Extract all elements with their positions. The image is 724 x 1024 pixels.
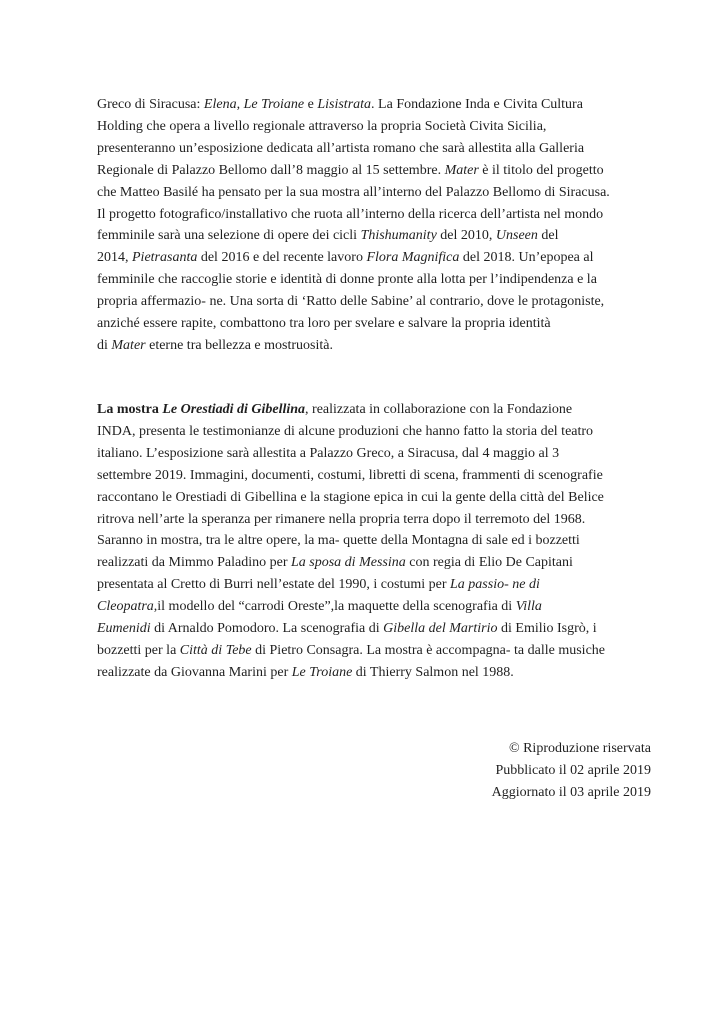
text-line: femminile sarà una selezione di opere dei cicli Thishumanity del 2010, Unseen del [97,228,559,244]
updated-date: Aggiornato il 03 aprile 2019 [491,784,651,800]
text-line: raccontano le Orestiadi di Gibellina e la stagione epica in cui la gente della città del Belice [97,489,604,505]
text-line: Regionale di Palazzo Bellomo dall’8 maggio al 15 settembre. Mater è il titolo del progetto [97,162,604,178]
text-line: che Matteo Basilé ha pensato per la sua mostra all’interno del Palazzo Bellomo di Siracusa. [97,184,610,200]
text-line: Il progetto fotografico/installativo che ruota all’interno della ricerca dell’artista nel mondo [97,206,604,222]
paragraph-mater [97,94,682,357]
text-line: di Mater eterne tra bellezza e mostruosità. [97,337,333,353]
text-line: femminile che raccoglie storie e identità di donne pronte alla lotta per l’indipendenza e la [97,272,597,288]
text-line: settembre 2019. Immagini, documenti, costumi, libretti di scena, frammenti di scenografie [97,467,603,483]
text-line: 2014, Pietrasanta del 2016 e del recente lavoro Flora Magnifica del 2018. Un’epopea al [97,250,594,266]
text-line: Eumenidi di Arnaldo Pomodoro. La scenografia di Gibella del Martirio di Emilio Isgrò, i [97,621,597,637]
text-line: realizzati da Mimmo Paladino per La sposa di Messina con regia di Elio De Capitani [97,555,573,571]
text-line: Greco di Siracusa: Elena, Le Troiane e Lisistrata. La Fondazione Inda e Civita Cultura [97,97,583,112]
text-line: realizzate da Giovanna Marini per Le Troiane di Thierry Salmon nel 1988. [97,664,514,680]
text-line: bozzetti per la Città di Tebe di Pietro Consagra. La mostra è accompagna- ta dalle musiche [97,642,606,658]
text-line: italiano. L’esposizione sarà allestita a Palazzo Greco, a Siracusa, dal 4 maggio al 3 [97,445,560,461]
paragraph-orestiadi [97,399,682,684]
text-line: anziché essere rapite, combattono tra loro per svelare e salvare la propria identità [97,316,551,332]
rights-notice: © Riproduzione riservata [508,741,651,756]
text-line: presenteranno un’esposizione dedicata all’artista romano che sarà allestita alla Galleria [97,140,585,156]
text-line: presentata al Cretto di Burri nell’estate del 1990, i costumi per La passio- ne di [97,577,540,593]
text-line: Cleopatra,il modello del “carrodi Oreste”,la maquette della scenografia di Villa [97,599,542,615]
published-date: Pubblicato il 02 aprile 2019 [495,762,651,778]
text-line: Saranno in mostra, tra le altre opere, la ma- quette della Montagna di sale ed i bozzetti [97,533,580,549]
text-line: ritrova nell’arte la speranza per rimanere nella propria terra dopo il terremoto del 1968. [97,511,586,527]
text-line: Holding che opera a livello regionale attraverso la propria Società Civita Sicilia, [97,118,547,134]
text-line: propria affermazio- ne. Una sorta di ‘Ratto delle Sabine’ al contrario, dove le protagoniste, [97,294,605,310]
text-line: INDA, presenta le testimonianze di alcune produzioni che hanno fatto la storia del teatro [97,423,594,439]
text-line: La mostra Le Orestiadi di Gibellina, realizzata in collaborazione con la Fondazione [97,402,573,417]
article-footer [492,738,651,804]
